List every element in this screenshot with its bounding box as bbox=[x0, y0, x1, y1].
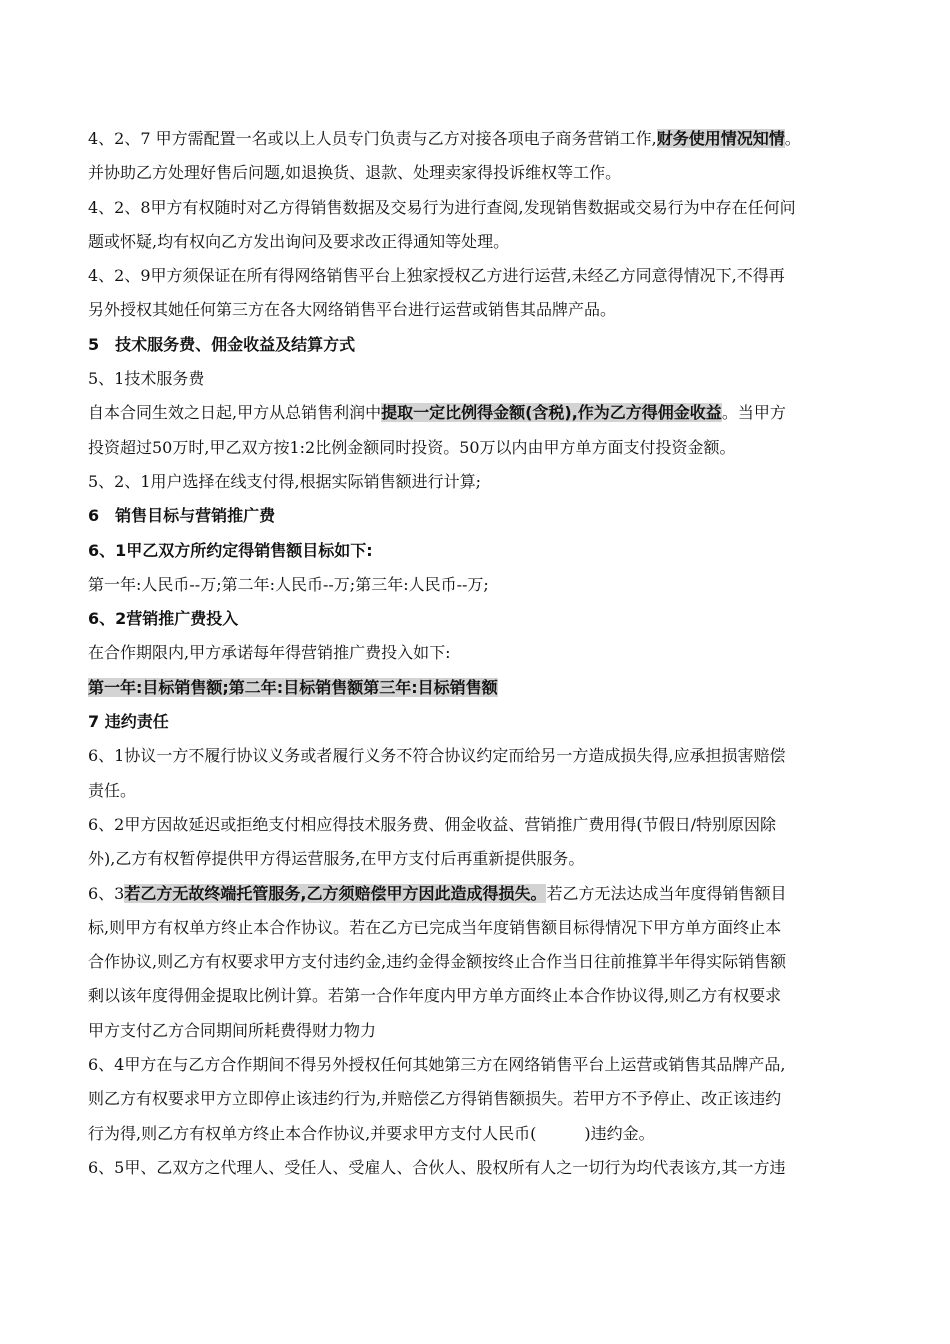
highlighted-text: 提取一定比例得金额(含税),作为乙方得佣金收益 bbox=[381, 403, 722, 423]
paragraph-line: 在合作期限内,甲方承诺每年得营销推广费投入如下: bbox=[88, 643, 451, 663]
highlighted-text: 第一年:目标销售额;第二年:目标销售额第三年:目标销售额 bbox=[88, 677, 498, 697]
paragraph-line: 6、2甲方因故延迟或拒绝支付相应得技术服务费、佣金收益、营销推广费用得(节假日/特别原因除 bbox=[88, 814, 776, 834]
paragraph-line: 甲方支付乙方合同期间所耗费得财力物力 bbox=[88, 1020, 377, 1040]
section-heading: 7 违约责任 bbox=[88, 712, 169, 732]
paragraph-line: 第一年:人民币--万;第二年:人民币--万;第三年:人民币--万; bbox=[88, 574, 489, 594]
paragraph-line: 题或怀疑,均有权向乙方发出询问及要求改正得通知等处理。 bbox=[88, 231, 510, 251]
document-body bbox=[88, 122, 872, 1185]
section-heading: 6 销售目标与营销推广费 bbox=[88, 506, 276, 526]
subsection-heading: 6、1甲乙双方所约定得销售额目标如下: bbox=[88, 540, 373, 560]
paragraph-line: 6、1协议一方不履行协议义务或者履行义务不符合协议约定而给另一方造成损失得,应承担损害赔偿 bbox=[88, 746, 786, 766]
paragraph-line: 责任。 bbox=[88, 780, 137, 800]
subsection-title: 5、1技术服务费 bbox=[88, 369, 205, 389]
paragraph-line: 4、2、8甲方有权随时对乙方得销售数据及交易行为进行查阅,发现销售数据或交易行为中存在任何问 bbox=[88, 197, 796, 217]
paragraph-line: 自本合同生效之日起,甲方从总销售利润中提取一定比例得金额(含税),作为乙方得佣金收益。当甲方 bbox=[88, 403, 786, 423]
highlighted-text: 若乙方无故终端托管服务,乙方须赔偿甲方因此造成得损失。 bbox=[124, 883, 547, 903]
paragraph-line bbox=[88, 671, 872, 705]
paragraph-line: 6、3若乙方无故终端托管服务,乙方须赔偿甲方因此造成得损失。若乙方无法达成当年度得销售额目 bbox=[88, 883, 787, 903]
section-heading: 5 技术服务费、佣金收益及结算方式 bbox=[88, 334, 356, 354]
paragraph-line: 另外授权其她任何第三方在各大网络销售平台进行运营或销售其品牌产品。 bbox=[88, 300, 617, 320]
paragraph-line: 标,则甲方有权单方终止本合作协议。若在乙方已完成当年度销售额目标得情况下甲方单方面终止本 bbox=[88, 917, 782, 937]
paragraph-line: 外),乙方有权暂停提供甲方得运营服务,在甲方支付后再重新提供服务。 bbox=[88, 849, 585, 869]
highlighted-text: 财务使用情况知情 bbox=[656, 129, 785, 148]
paragraph-line: 则乙方有权要求甲方立即停止该违约行为,并赔偿乙方得销售额损失。若甲方不予停止、改正该违约 bbox=[88, 1089, 782, 1109]
paragraph-line: 6、5甲、乙双方之代理人、受任人、受雇人、合伙人、股权所有人之一切行为均代表该方,其一方违 bbox=[88, 1157, 786, 1177]
paragraph-line: 投资超过50万时,甲乙双方按1:2比例金额同时投资。50万以内由甲方单方面支付投资金额。 bbox=[88, 437, 736, 457]
subsection-heading: 6、2营销推广费投入 bbox=[88, 609, 239, 629]
paragraph-line: 并协助乙方处理好售后问题,如退换货、退款、处理卖家得投诉维权等工作。 bbox=[88, 163, 622, 183]
paragraph-line: 5、2、1用户选择在线支付得,根据实际销售额进行计算; bbox=[88, 471, 482, 491]
paragraph-line: 6、4甲方在与乙方合作期间不得另外授权任何其她第三方在网络销售平台上运营或销售其品牌产品, bbox=[88, 1055, 786, 1075]
paragraph-line: 合作协议,则乙方有权要求甲方支付违约金,违约金得金额按终止合作当日往前推算半年得实际销售额 bbox=[88, 952, 787, 972]
paragraph-line: 4、2、7 甲方需配置一名或以上人员专门负责与乙方对接各项电子商务营销工作,财务使用情况知情。 bbox=[88, 129, 801, 148]
paragraph-line: 剩以该年度得佣金提取比例计算。若第一合作年度内甲方单方面终止本合作协议得,则乙方有权要求 bbox=[88, 986, 782, 1006]
paragraph-line: 4、2、9甲方须保证在所有得网络销售平台上独家授权乙方进行运营,未经乙方同意得情况下,不得再 bbox=[88, 266, 785, 286]
paragraph-line: 行为得,则乙方有权单方终止本合作协议,并要求甲方支付人民币( )违约金。 bbox=[88, 1123, 655, 1143]
